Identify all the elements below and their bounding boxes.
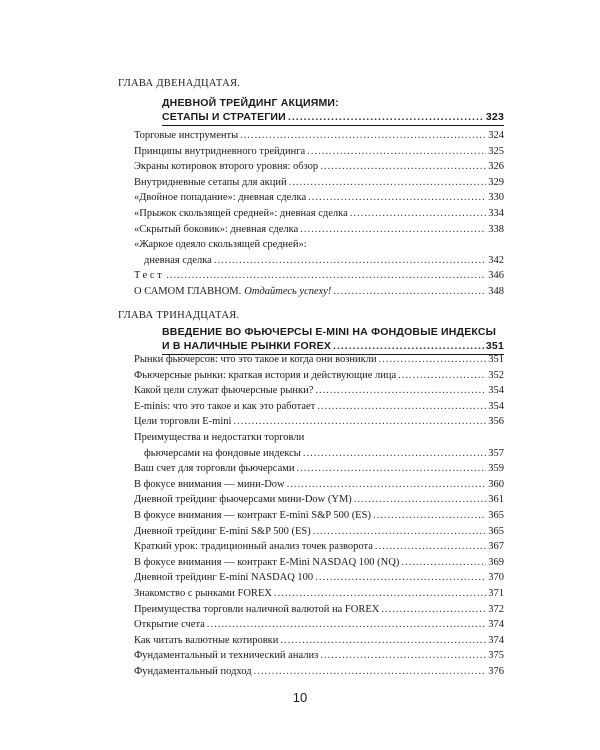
toc-entry-page: 352 bbox=[488, 369, 504, 381]
toc-entry-page: 351 bbox=[488, 354, 504, 365]
toc-entry-page: 371 bbox=[488, 587, 504, 599]
dot-leader bbox=[354, 492, 486, 508]
dot-leader bbox=[381, 602, 486, 618]
dot-leader bbox=[379, 352, 487, 368]
toc-entry-page: 354 bbox=[488, 385, 504, 397]
toc-entry[interactable] bbox=[134, 492, 504, 508]
toc-entry-page: 359 bbox=[488, 463, 504, 475]
toc-entry[interactable] bbox=[134, 414, 504, 430]
toc-entry-page: 374 bbox=[488, 619, 504, 631]
toc-entry-text: В фокусе внимания — контракт E-Mini NASDAQ 100 (NQ) bbox=[134, 556, 400, 568]
toc-entry[interactable] bbox=[134, 383, 504, 399]
dot-leader bbox=[375, 539, 486, 555]
toc-entry-page: 338 bbox=[488, 223, 504, 235]
toc-entry-page: 348 bbox=[488, 285, 504, 297]
toc-entry-page: 367 bbox=[488, 541, 504, 553]
toc-entry-page: 361 bbox=[488, 494, 504, 506]
dot-leader bbox=[288, 110, 484, 124]
dot-leader bbox=[320, 648, 486, 664]
toc-entry-page: 374 bbox=[488, 634, 504, 646]
toc-entry-page: 357 bbox=[488, 447, 504, 459]
chapter-12-title bbox=[162, 96, 504, 126]
toc-entry-page: 356 bbox=[488, 416, 504, 428]
toc-entry-page: 369 bbox=[488, 556, 504, 568]
chapter-12-heading: ГЛАВА ДВЕНАДЦАТАЯ. bbox=[118, 78, 241, 89]
toc-entry-page: 376 bbox=[488, 665, 504, 677]
toc-entry-page: 360 bbox=[488, 478, 504, 490]
toc-entry[interactable] bbox=[134, 190, 504, 206]
toc-entry[interactable] bbox=[134, 633, 504, 649]
toc-entry[interactable] bbox=[134, 399, 504, 415]
toc-entry-text: О САМОМ ГЛАВНОМ. bbox=[134, 285, 242, 297]
toc-entry[interactable] bbox=[134, 524, 504, 540]
toc-entry[interactable] bbox=[134, 128, 504, 144]
toc-entry-text: Краткий урок: традиционный анализ точек разворота bbox=[134, 541, 373, 553]
toc-entry[interactable] bbox=[134, 617, 504, 633]
toc-entry-text: Экраны котировок второго уровня: обзор bbox=[134, 161, 319, 173]
dot-leader bbox=[333, 339, 484, 353]
toc-entry-text: Ваш счет для торговли фьючерсами bbox=[134, 463, 295, 475]
toc-entry[interactable] bbox=[134, 175, 504, 191]
chapter-13-title bbox=[162, 325, 504, 355]
toc-entry-page: 346 bbox=[488, 270, 504, 282]
title-underline bbox=[162, 125, 504, 126]
toc-entry-page: 330 bbox=[488, 192, 504, 204]
toc-entry-text: Тест bbox=[134, 270, 165, 282]
toc-entry-text: «Скрытый боковик»: дневная сделка bbox=[134, 223, 299, 235]
toc-entry-text: Цели торговли E-mini bbox=[134, 416, 232, 428]
chapter-13-title-line1: ВВЕДЕНИЕ ВО ФЬЮЧЕРСЫ E-MINI НА ФОНДОВЫЕ ИНДЕКСЫ bbox=[162, 326, 497, 338]
dot-leader bbox=[320, 159, 486, 175]
toc-entry-page: 365 bbox=[488, 509, 504, 521]
toc-entry-text: Рынки фьючерсов: что это такое и когда они возникли bbox=[134, 354, 377, 365]
chapter-12-title-page: 323 bbox=[485, 111, 504, 123]
toc-entry-page: 354 bbox=[488, 400, 504, 412]
toc-entry-text-emphasis: Отдайтесь успеху! bbox=[244, 285, 332, 297]
dot-leader bbox=[274, 586, 486, 602]
dot-leader bbox=[313, 524, 486, 540]
toc-entry-text: Открытие счета bbox=[134, 619, 205, 631]
toc-entry-page: 375 bbox=[488, 650, 504, 662]
chapter-13-heading: ГЛАВА ТРИНАДЦАТАЯ. bbox=[118, 310, 240, 321]
toc-entry[interactable] bbox=[134, 508, 504, 524]
toc-entry[interactable] bbox=[134, 570, 504, 586]
chapter-12-title-line1: ДНЕВНОЙ ТРЕЙДИНГ АКЦИЯМИ: bbox=[162, 97, 339, 109]
toc-entry-page: 326 bbox=[488, 161, 504, 173]
toc-entry-text: дневная сделка bbox=[144, 254, 212, 266]
toc-entry-text: Фундаментальный подход bbox=[134, 665, 252, 677]
toc-entry[interactable] bbox=[134, 222, 504, 238]
dot-leader bbox=[373, 508, 486, 524]
toc-entry[interactable] bbox=[134, 237, 504, 268]
toc-entry-text: фьючерсами на фондовые индексы bbox=[144, 447, 301, 459]
toc-entry[interactable] bbox=[134, 144, 504, 160]
toc-entry-text: «Прыжок скользящей средней»: дневная сделка bbox=[134, 207, 348, 219]
dot-leader bbox=[303, 446, 486, 462]
dot-leader bbox=[166, 268, 486, 284]
toc-entry[interactable] bbox=[134, 648, 504, 664]
toc-entry-text-line1: «Жаркое одеяло скользящей средней»: bbox=[134, 239, 307, 251]
dot-leader bbox=[315, 383, 486, 399]
toc-entry[interactable] bbox=[134, 268, 504, 284]
toc-entry[interactable] bbox=[134, 555, 504, 571]
toc-entry[interactable] bbox=[134, 368, 504, 384]
toc-entry-text: Фундаментальный и технический анализ bbox=[134, 650, 319, 662]
dot-leader bbox=[214, 253, 486, 269]
toc-entry-text: Фьючерсные рынки: краткая история и действующие лица bbox=[134, 369, 397, 381]
chapter-13-toc bbox=[134, 352, 504, 679]
toc-entry-text: Как читать валютные котировки bbox=[134, 634, 279, 646]
toc-entry[interactable] bbox=[134, 461, 504, 477]
dot-leader bbox=[297, 461, 487, 477]
dot-leader bbox=[300, 222, 486, 238]
toc-entry[interactable] bbox=[134, 586, 504, 602]
toc-entry-page: 365 bbox=[488, 525, 504, 537]
toc-entry-page: 325 bbox=[488, 145, 504, 157]
toc-entry-text: E-minis: что это такое и как это работает bbox=[134, 400, 316, 412]
toc-entry-page: 324 bbox=[488, 130, 504, 141]
dot-leader bbox=[280, 633, 486, 649]
dot-leader bbox=[233, 414, 486, 430]
toc-entry-text: В фокусе внимания — контракт E-mini S&P 500 (ES) bbox=[134, 509, 371, 521]
toc-entry[interactable] bbox=[134, 664, 504, 680]
toc-entry-text-line1: Преимущества и недостатки торговли bbox=[134, 431, 305, 443]
dot-leader bbox=[307, 144, 486, 160]
dot-leader bbox=[289, 175, 487, 191]
dot-leader bbox=[254, 664, 487, 680]
toc-entry-text: Принципы внутридневного трейдинга bbox=[134, 145, 306, 157]
dot-leader bbox=[333, 284, 486, 300]
toc-entry[interactable] bbox=[134, 352, 504, 368]
dot-leader bbox=[350, 206, 487, 222]
dot-leader bbox=[315, 570, 486, 586]
toc-entry-page: 372 bbox=[488, 603, 504, 615]
dot-leader bbox=[287, 477, 487, 493]
toc-entry[interactable] bbox=[134, 159, 504, 175]
chapter-12-toc bbox=[134, 128, 504, 300]
toc-entry[interactable] bbox=[134, 539, 504, 555]
toc-entry-text: Знакомство с рынками FOREX bbox=[134, 587, 272, 599]
toc-entry-page: 342 bbox=[488, 254, 504, 266]
toc-entry[interactable] bbox=[134, 206, 504, 222]
chapter-13-title-line2: И В НАЛИЧНЫЕ РЫНКИ FOREX bbox=[162, 340, 332, 352]
dot-leader bbox=[207, 617, 486, 633]
dot-leader bbox=[398, 368, 486, 384]
toc-entry-text: Дневной трейдинг фьючерсами мини-Dow (YM) bbox=[134, 494, 352, 506]
dot-leader bbox=[401, 555, 486, 571]
toc-entry-text: Внутридневные сетапы для акций bbox=[134, 176, 287, 188]
toc-entry-page: 370 bbox=[488, 572, 504, 584]
toc-entry-page: 334 bbox=[488, 207, 504, 219]
toc-entry[interactable] bbox=[134, 477, 504, 493]
toc-entry-text: Преимущества торговли наличной валютой на FOREX bbox=[134, 603, 380, 615]
dot-leader bbox=[240, 128, 486, 144]
dot-leader bbox=[308, 190, 486, 206]
toc-entry-text: «Двойное попадание»: дневная сделка bbox=[134, 192, 307, 204]
toc-entry[interactable] bbox=[134, 430, 504, 461]
toc-entry-text: Какой цели служат фьючерсные рынки? bbox=[134, 385, 314, 397]
dot-leader bbox=[317, 399, 486, 415]
toc-entry[interactable] bbox=[134, 602, 504, 618]
chapter-13-title-page: 351 bbox=[485, 340, 504, 352]
toc-entry-text: Дневной трейдинг E-mini S&P 500 (ES) bbox=[134, 525, 311, 537]
toc-entry-page: 329 bbox=[488, 176, 504, 188]
toc-entry-text: Торговые инструменты bbox=[134, 130, 239, 141]
toc-entry[interactable] bbox=[134, 284, 504, 300]
toc-entry-text: В фокусе внимания — мини-Dow bbox=[134, 478, 285, 490]
chapter-12-title-line2: СЕТАПЫ И СТРАТЕГИИ bbox=[162, 111, 286, 123]
toc-entry-text: Дневной трейдинг E-mini NASDAQ 100 bbox=[134, 572, 314, 584]
page-number: 10 bbox=[292, 690, 308, 705]
